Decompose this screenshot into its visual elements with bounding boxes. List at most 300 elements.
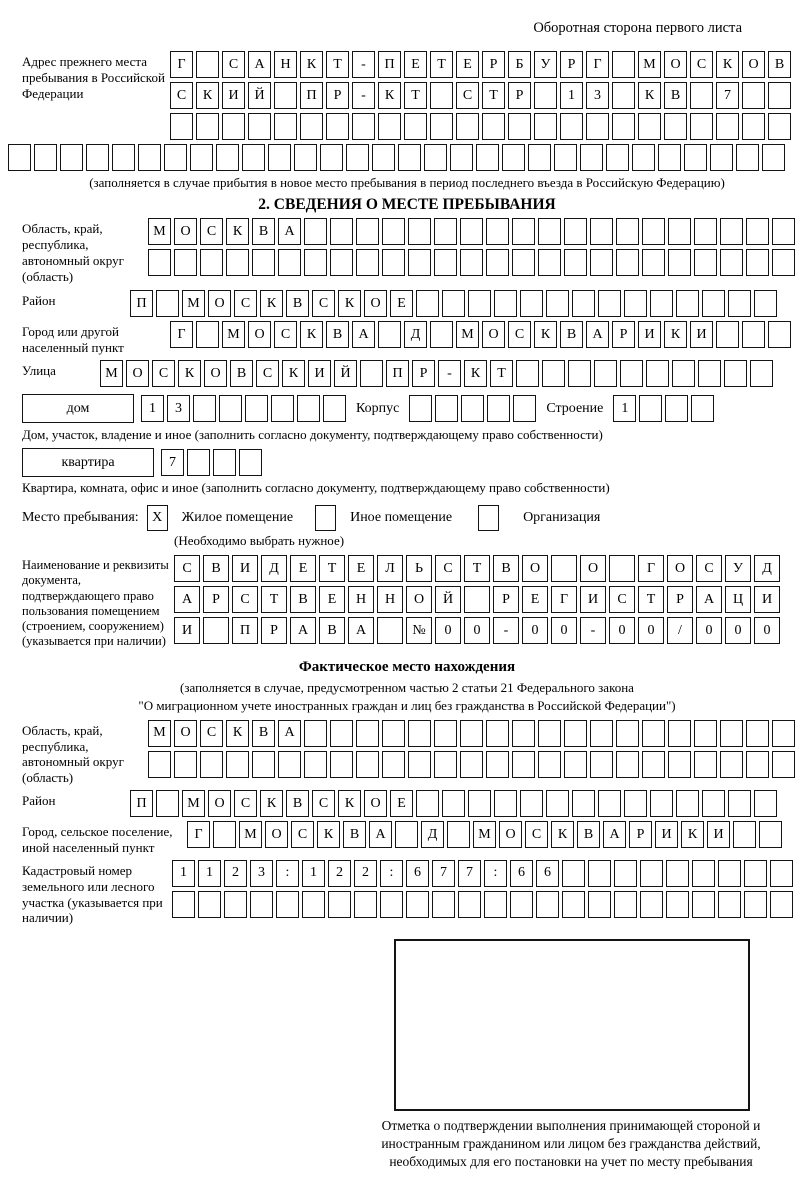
char-cell[interactable]: К — [300, 321, 323, 348]
char-cell[interactable] — [382, 720, 405, 747]
char-cell[interactable]: № — [406, 617, 432, 644]
char-cell[interactable]: Е — [290, 555, 316, 582]
char-cell[interactable]: В — [290, 586, 316, 613]
char-cell[interactable] — [642, 249, 665, 276]
char-cell[interactable] — [590, 249, 613, 276]
char-cell[interactable] — [416, 790, 439, 817]
char-cell[interactable]: И — [690, 321, 713, 348]
char-cell[interactable] — [606, 144, 629, 171]
char-cell[interactable]: И — [232, 555, 258, 582]
char-cell[interactable] — [226, 751, 249, 778]
char-cell[interactable] — [360, 360, 383, 387]
char-cell[interactable] — [568, 360, 591, 387]
char-cell[interactable]: В — [343, 821, 366, 848]
char-cell[interactable] — [512, 751, 535, 778]
char-cell[interactable]: В — [319, 617, 345, 644]
char-cell[interactable] — [520, 790, 543, 817]
char-cell[interactable] — [34, 144, 57, 171]
char-cell[interactable] — [616, 218, 639, 245]
char-cell[interactable]: 1 — [302, 860, 325, 887]
char-cell[interactable] — [8, 144, 31, 171]
char-cell[interactable] — [450, 144, 473, 171]
char-cell[interactable]: И — [754, 586, 780, 613]
char-cell[interactable]: 6 — [536, 860, 559, 887]
char-cell[interactable]: О — [174, 218, 197, 245]
char-cell[interactable]: А — [348, 617, 374, 644]
char-cell[interactable]: 0 — [696, 617, 722, 644]
char-cell[interactable]: В — [230, 360, 253, 387]
char-cell[interactable] — [746, 249, 769, 276]
char-cell[interactable] — [754, 790, 777, 817]
char-cell[interactable]: 6 — [510, 860, 533, 887]
char-cell[interactable] — [658, 144, 681, 171]
char-cell[interactable]: Р — [493, 586, 519, 613]
char-cell[interactable] — [594, 360, 617, 387]
char-cell[interactable]: В — [203, 555, 229, 582]
char-cell[interactable]: Т — [638, 586, 664, 613]
char-cell[interactable] — [564, 218, 587, 245]
char-cell[interactable] — [442, 790, 465, 817]
char-cell[interactable]: Р — [612, 321, 635, 348]
char-cell[interactable] — [590, 751, 613, 778]
char-cell[interactable]: И — [638, 321, 661, 348]
char-cell[interactable] — [672, 360, 695, 387]
char-cell[interactable]: П — [378, 51, 401, 78]
char-cell[interactable] — [486, 720, 509, 747]
char-cell[interactable] — [612, 113, 635, 140]
char-cell[interactable] — [542, 360, 565, 387]
char-cell[interactable]: С — [609, 586, 635, 613]
char-cell[interactable] — [588, 860, 611, 887]
char-cell[interactable] — [170, 113, 193, 140]
char-cell[interactable] — [250, 891, 273, 918]
char-cell[interactable] — [196, 113, 219, 140]
char-cell[interactable] — [460, 751, 483, 778]
char-cell[interactable]: И — [655, 821, 678, 848]
char-cell[interactable] — [356, 751, 379, 778]
char-cell[interactable] — [408, 720, 431, 747]
char-cell[interactable] — [406, 891, 429, 918]
char-cell[interactable]: Р — [412, 360, 435, 387]
char-cell[interactable] — [772, 751, 795, 778]
char-cell[interactable] — [668, 218, 691, 245]
char-cell[interactable]: А — [174, 586, 200, 613]
char-cell[interactable] — [304, 218, 327, 245]
char-cell[interactable] — [252, 751, 275, 778]
char-cell[interactable] — [458, 891, 481, 918]
char-cell[interactable] — [624, 790, 647, 817]
char-cell[interactable]: Б — [508, 51, 531, 78]
char-cell[interactable] — [612, 82, 635, 109]
apartment-type-box[interactable]: квартира — [22, 448, 154, 477]
char-cell[interactable] — [460, 249, 483, 276]
char-cell[interactable] — [245, 395, 268, 422]
char-cell[interactable]: К — [260, 790, 283, 817]
char-cell[interactable] — [198, 891, 221, 918]
char-cell[interactable] — [718, 860, 741, 887]
char-cell[interactable] — [460, 720, 483, 747]
char-cell[interactable]: О — [126, 360, 149, 387]
char-cell[interactable] — [692, 860, 715, 887]
char-cell[interactable] — [330, 249, 353, 276]
char-cell[interactable]: Т — [490, 360, 513, 387]
char-cell[interactable]: : — [484, 860, 507, 887]
char-cell[interactable]: Й — [435, 586, 461, 613]
char-cell[interactable]: С — [525, 821, 548, 848]
char-cell[interactable]: С — [312, 290, 335, 317]
char-cell[interactable] — [510, 891, 533, 918]
char-cell[interactable]: К — [378, 82, 401, 109]
char-cell[interactable] — [486, 751, 509, 778]
char-cell[interactable] — [278, 249, 301, 276]
char-cell[interactable] — [372, 144, 395, 171]
char-cell[interactable] — [226, 249, 249, 276]
char-cell[interactable]: К — [178, 360, 201, 387]
char-cell[interactable]: : — [380, 860, 403, 887]
char-cell[interactable]: Г — [638, 555, 664, 582]
char-cell[interactable] — [174, 751, 197, 778]
char-cell[interactable] — [665, 395, 688, 422]
char-cell[interactable]: Т — [464, 555, 490, 582]
char-cell[interactable] — [156, 790, 179, 817]
char-cell[interactable]: К — [464, 360, 487, 387]
char-cell[interactable]: Н — [274, 51, 297, 78]
char-cell[interactable] — [148, 751, 171, 778]
char-cell[interactable] — [434, 218, 457, 245]
char-cell[interactable]: 0 — [464, 617, 490, 644]
char-cell[interactable]: М — [473, 821, 496, 848]
char-cell[interactable]: К — [681, 821, 704, 848]
char-cell[interactable]: А — [278, 720, 301, 747]
char-cell[interactable] — [302, 891, 325, 918]
char-cell[interactable] — [562, 860, 585, 887]
char-cell[interactable] — [300, 113, 323, 140]
char-cell[interactable]: К — [282, 360, 305, 387]
char-cell[interactable] — [248, 113, 271, 140]
char-cell[interactable] — [698, 360, 721, 387]
char-cell[interactable] — [86, 144, 109, 171]
char-cell[interactable] — [408, 751, 431, 778]
char-cell[interactable]: П — [130, 790, 153, 817]
char-cell[interactable] — [404, 113, 427, 140]
char-cell[interactable]: С — [274, 321, 297, 348]
char-cell[interactable]: О — [664, 51, 687, 78]
char-cell[interactable] — [590, 218, 613, 245]
char-cell[interactable] — [297, 395, 320, 422]
char-cell[interactable] — [378, 113, 401, 140]
char-cell[interactable]: С — [256, 360, 279, 387]
char-cell[interactable] — [346, 144, 369, 171]
char-cell[interactable]: К — [317, 821, 340, 848]
char-cell[interactable]: И — [308, 360, 331, 387]
char-cell[interactable] — [588, 891, 611, 918]
char-cell[interactable]: - — [352, 51, 375, 78]
char-cell[interactable]: М — [638, 51, 661, 78]
char-cell[interactable] — [668, 249, 691, 276]
char-cell[interactable] — [409, 395, 432, 422]
char-cell[interactable] — [650, 290, 673, 317]
char-cell[interactable]: Г — [551, 586, 577, 613]
char-cell[interactable] — [380, 891, 403, 918]
char-cell[interactable]: 2 — [328, 860, 351, 887]
char-cell[interactable] — [112, 144, 135, 171]
char-cell[interactable]: К — [638, 82, 661, 109]
char-cell[interactable]: Р — [667, 586, 693, 613]
char-cell[interactable] — [718, 891, 741, 918]
char-cell[interactable]: К — [534, 321, 557, 348]
char-cell[interactable]: Д — [421, 821, 444, 848]
char-cell[interactable]: О — [522, 555, 548, 582]
char-cell[interactable] — [304, 751, 327, 778]
char-cell[interactable] — [484, 891, 507, 918]
char-cell[interactable] — [720, 720, 743, 747]
char-cell[interactable] — [564, 751, 587, 778]
char-cell[interactable] — [193, 395, 216, 422]
char-cell[interactable]: С — [234, 290, 257, 317]
char-cell[interactable] — [762, 144, 785, 171]
char-cell[interactable] — [754, 290, 777, 317]
char-cell[interactable] — [746, 720, 769, 747]
char-cell[interactable] — [326, 113, 349, 140]
char-cell[interactable]: А — [248, 51, 271, 78]
char-cell[interactable] — [268, 144, 291, 171]
char-cell[interactable] — [442, 290, 465, 317]
char-cell[interactable]: 2 — [224, 860, 247, 887]
char-cell[interactable]: 0 — [725, 617, 751, 644]
char-cell[interactable]: Е — [522, 586, 548, 613]
char-cell[interactable]: П — [130, 290, 153, 317]
char-cell[interactable] — [768, 113, 791, 140]
char-cell[interactable] — [538, 218, 561, 245]
char-cell[interactable] — [138, 144, 161, 171]
char-cell[interactable] — [382, 249, 405, 276]
char-cell[interactable] — [692, 891, 715, 918]
char-cell[interactable] — [640, 860, 663, 887]
char-cell[interactable]: Е — [319, 586, 345, 613]
char-cell[interactable]: И — [580, 586, 606, 613]
char-cell[interactable] — [222, 113, 245, 140]
char-cell[interactable] — [676, 790, 699, 817]
char-cell[interactable] — [164, 144, 187, 171]
char-cell[interactable] — [487, 395, 510, 422]
char-cell[interactable] — [196, 321, 219, 348]
char-cell[interactable] — [172, 891, 195, 918]
char-cell[interactable]: Г — [187, 821, 210, 848]
char-cell[interactable]: О — [499, 821, 522, 848]
char-cell[interactable]: С — [174, 555, 200, 582]
char-cell[interactable]: С — [690, 51, 713, 78]
char-cell[interactable] — [190, 144, 213, 171]
char-cell[interactable] — [538, 720, 561, 747]
char-cell[interactable]: К — [338, 790, 361, 817]
char-cell[interactable] — [416, 290, 439, 317]
char-cell[interactable]: Д — [261, 555, 287, 582]
char-cell[interactable]: Ц — [725, 586, 751, 613]
char-cell[interactable] — [512, 720, 535, 747]
char-cell[interactable]: 1 — [613, 395, 636, 422]
char-cell[interactable]: О — [406, 586, 432, 613]
char-cell[interactable]: А — [278, 218, 301, 245]
char-cell[interactable]: С — [170, 82, 193, 109]
char-cell[interactable] — [330, 720, 353, 747]
char-cell[interactable] — [759, 821, 782, 848]
char-cell[interactable]: В — [493, 555, 519, 582]
char-cell[interactable]: И — [222, 82, 245, 109]
char-cell[interactable] — [430, 321, 453, 348]
char-cell[interactable]: К — [664, 321, 687, 348]
char-cell[interactable] — [551, 555, 577, 582]
char-cell[interactable]: В — [286, 790, 309, 817]
char-cell[interactable] — [646, 360, 669, 387]
char-cell[interactable] — [742, 82, 765, 109]
char-cell[interactable] — [772, 218, 795, 245]
char-cell[interactable] — [733, 821, 756, 848]
char-cell[interactable] — [502, 144, 525, 171]
char-cell[interactable] — [768, 82, 791, 109]
char-cell[interactable]: С — [508, 321, 531, 348]
char-cell[interactable] — [742, 321, 765, 348]
char-cell[interactable] — [460, 218, 483, 245]
char-cell[interactable] — [770, 891, 793, 918]
char-cell[interactable] — [242, 144, 265, 171]
char-cell[interactable] — [482, 113, 505, 140]
char-cell[interactable]: : — [276, 860, 299, 887]
char-cell[interactable] — [598, 290, 621, 317]
char-cell[interactable] — [690, 113, 713, 140]
char-cell[interactable] — [156, 290, 179, 317]
char-cell[interactable]: Й — [334, 360, 357, 387]
char-cell[interactable]: О — [580, 555, 606, 582]
char-cell[interactable]: А — [369, 821, 392, 848]
char-cell[interactable]: В — [560, 321, 583, 348]
char-cell[interactable]: 0 — [522, 617, 548, 644]
char-cell[interactable] — [520, 290, 543, 317]
char-cell[interactable] — [461, 395, 484, 422]
char-cell[interactable] — [486, 249, 509, 276]
char-cell[interactable] — [434, 720, 457, 747]
char-cell[interactable]: Г — [586, 51, 609, 78]
char-cell[interactable]: Т — [319, 555, 345, 582]
char-cell[interactable]: Л — [377, 555, 403, 582]
char-cell[interactable] — [580, 144, 603, 171]
char-cell[interactable] — [239, 449, 262, 476]
char-cell[interactable]: К — [300, 51, 323, 78]
char-cell[interactable]: 2 — [354, 860, 377, 887]
char-cell[interactable] — [395, 821, 418, 848]
char-cell[interactable]: А — [586, 321, 609, 348]
char-cell[interactable] — [694, 218, 717, 245]
char-cell[interactable] — [768, 321, 791, 348]
char-cell[interactable]: Е — [390, 790, 413, 817]
char-cell[interactable] — [464, 586, 490, 613]
char-cell[interactable]: Т — [261, 586, 287, 613]
char-cell[interactable]: 7 — [458, 860, 481, 887]
char-cell[interactable]: С — [200, 720, 223, 747]
char-cell[interactable] — [694, 249, 717, 276]
char-cell[interactable] — [278, 751, 301, 778]
char-cell[interactable] — [534, 113, 557, 140]
char-cell[interactable] — [424, 144, 447, 171]
char-cell[interactable] — [716, 113, 739, 140]
char-cell[interactable]: 0 — [754, 617, 780, 644]
char-cell[interactable]: П — [386, 360, 409, 387]
char-cell[interactable]: А — [352, 321, 375, 348]
char-cell[interactable] — [684, 144, 707, 171]
char-cell[interactable]: С — [312, 790, 335, 817]
char-cell[interactable] — [720, 751, 743, 778]
char-cell[interactable]: С — [222, 51, 245, 78]
char-cell[interactable] — [356, 218, 379, 245]
char-cell[interactable] — [430, 113, 453, 140]
char-cell[interactable] — [330, 751, 353, 778]
char-cell[interactable]: В — [286, 290, 309, 317]
char-cell[interactable]: С — [200, 218, 223, 245]
char-cell[interactable]: М — [239, 821, 262, 848]
char-cell[interactable]: К — [196, 82, 219, 109]
char-cell[interactable] — [624, 290, 647, 317]
char-cell[interactable] — [728, 790, 751, 817]
char-cell[interactable] — [534, 82, 557, 109]
char-cell[interactable]: Т — [430, 51, 453, 78]
char-cell[interactable]: О — [265, 821, 288, 848]
char-cell[interactable]: 7 — [161, 449, 184, 476]
char-cell[interactable] — [572, 290, 595, 317]
char-cell[interactable] — [742, 113, 765, 140]
char-cell[interactable]: - — [352, 82, 375, 109]
char-cell[interactable]: В — [252, 218, 275, 245]
char-cell[interactable] — [639, 395, 662, 422]
other-premises-checkbox[interactable] — [315, 505, 336, 531]
char-cell[interactable] — [408, 218, 431, 245]
char-cell[interactable]: Р — [261, 617, 287, 644]
char-cell[interactable] — [196, 51, 219, 78]
char-cell[interactable] — [187, 449, 210, 476]
char-cell[interactable] — [456, 113, 479, 140]
char-cell[interactable] — [382, 751, 405, 778]
char-cell[interactable] — [320, 144, 343, 171]
char-cell[interactable] — [564, 249, 587, 276]
char-cell[interactable] — [354, 891, 377, 918]
char-cell[interactable] — [323, 395, 346, 422]
char-cell[interactable]: С — [435, 555, 461, 582]
char-cell[interactable] — [642, 218, 665, 245]
organization-checkbox[interactable] — [478, 505, 499, 531]
char-cell[interactable] — [432, 891, 455, 918]
char-cell[interactable]: О — [208, 290, 231, 317]
char-cell[interactable]: К — [226, 218, 249, 245]
char-cell[interactable] — [572, 790, 595, 817]
char-cell[interactable]: Е — [404, 51, 427, 78]
char-cell[interactable] — [294, 144, 317, 171]
char-cell[interactable]: В — [252, 720, 275, 747]
char-cell[interactable]: 3 — [250, 860, 273, 887]
char-cell[interactable] — [513, 395, 536, 422]
char-cell[interactable] — [612, 51, 635, 78]
char-cell[interactable]: - — [580, 617, 606, 644]
char-cell[interactable] — [486, 218, 509, 245]
char-cell[interactable] — [476, 144, 499, 171]
char-cell[interactable]: М — [148, 720, 171, 747]
char-cell[interactable] — [276, 891, 299, 918]
char-cell[interactable]: Т — [482, 82, 505, 109]
char-cell[interactable] — [468, 290, 491, 317]
char-cell[interactable] — [724, 360, 747, 387]
char-cell[interactable]: 7 — [716, 82, 739, 109]
char-cell[interactable] — [750, 360, 773, 387]
char-cell[interactable]: К — [338, 290, 361, 317]
char-cell[interactable]: В — [326, 321, 349, 348]
char-cell[interactable]: М — [148, 218, 171, 245]
